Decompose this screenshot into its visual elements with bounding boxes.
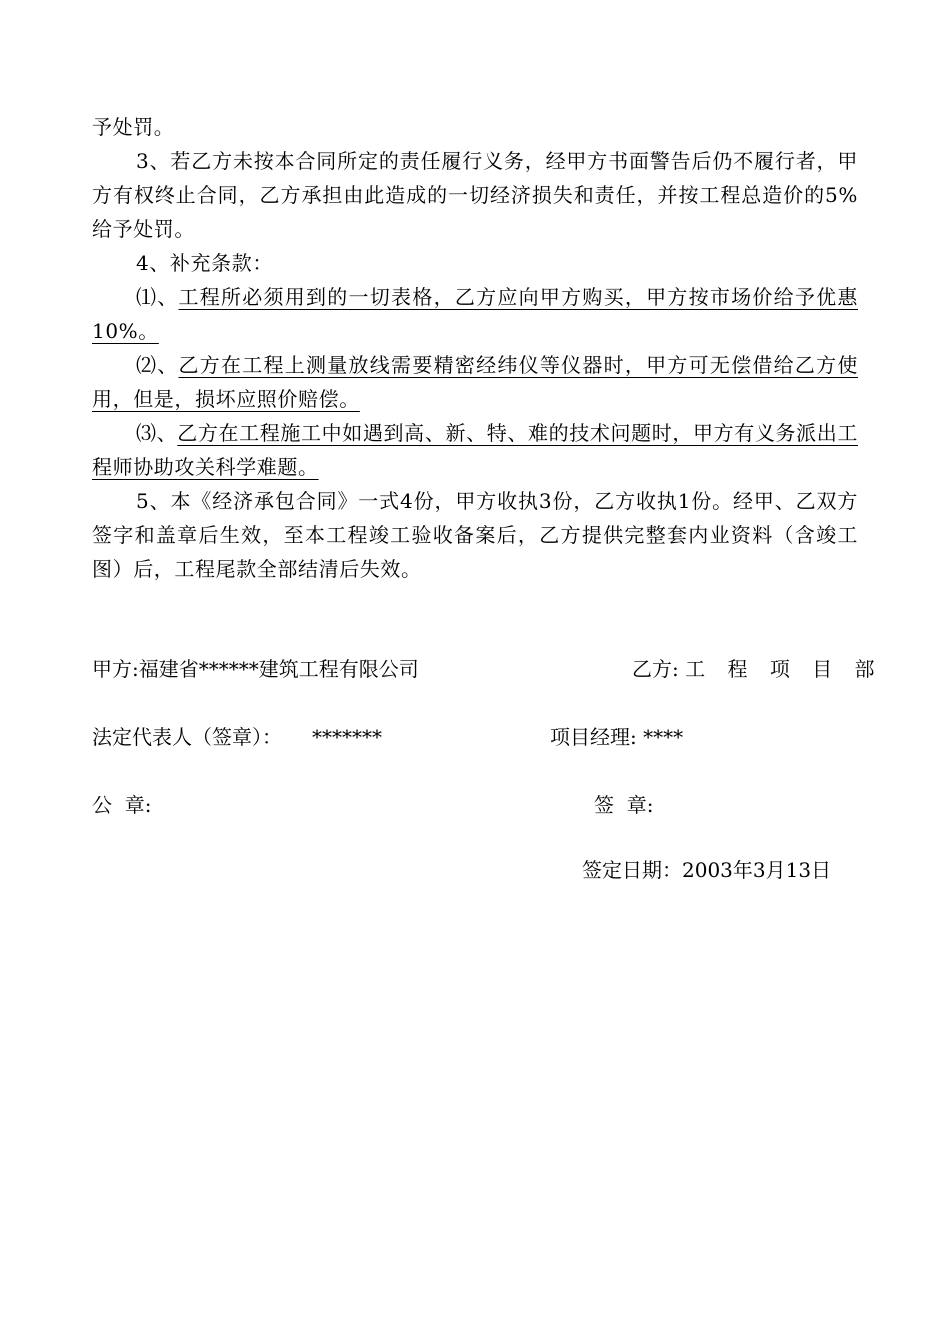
- clause-text: 乙方在工程上测量放线需要精密经纬仪等仪器时，甲方可无偿借给乙方使用，但是，损坏应照价赔偿。: [92, 353, 858, 411]
- project-manager: 项目经理: ****: [550, 725, 684, 749]
- legal-rep-label: 法定代表人（签章）：: [92, 725, 282, 749]
- clause-number: ⑶、: [136, 421, 178, 445]
- clause-5-paragraph: 5、本《经济承包合同》一式4份，甲方收执3份，乙方收执1份。经甲、乙双方签字和盖章后生效，至本工程竣工验收备案后，乙方提供完整套内业资料（含竣工图）后，工程尾款全部结清后失效。: [92, 489, 858, 581]
- signing-date: 签定日期：2003年3月13日: [582, 858, 832, 882]
- contract-body: [92, 110, 858, 586]
- legal-representative: [92, 723, 382, 751]
- clause-text: 工程所必须用到的一切表格，乙方应向甲方购买，甲方按市场价给予优惠10%。: [92, 285, 858, 343]
- supplementary-clause-1: [92, 280, 858, 348]
- legal-rep-value: *******: [312, 725, 382, 749]
- party-b: [632, 655, 883, 683]
- continuation-text: 予处罚。: [92, 115, 175, 139]
- clause-number: ⑵、: [136, 353, 179, 377]
- party-b-seal-label: 签 章:: [594, 793, 654, 817]
- party-a-seal-label: 公 章:: [92, 793, 152, 817]
- clause-3-paragraph: 3、若乙方未按本合同所定的责任履行义务，经甲方书面警告后仍不履行者，甲方有权终止合同，乙方承担由此造成的一切经济损失和责任，并按工程总造价的5%给予处罚。: [92, 149, 858, 241]
- supplementary-clause-2: [92, 348, 858, 416]
- supplementary-clauses-heading: 4、补充条款：: [136, 251, 273, 275]
- party-a-name: 甲方:福建省******建筑工程有限公司: [92, 657, 419, 681]
- party-b-name: 工 程 项 目 部: [685, 657, 883, 681]
- party-b-label: 乙方:: [632, 657, 679, 681]
- supplementary-clause-3: [92, 416, 858, 484]
- clause-text: 乙方在工程施工中如遇到高、新、特、难的技术问题时，甲方有义务派出工程师协助攻关科学难题。: [92, 421, 858, 479]
- clause-number: ⑴、: [136, 285, 179, 309]
